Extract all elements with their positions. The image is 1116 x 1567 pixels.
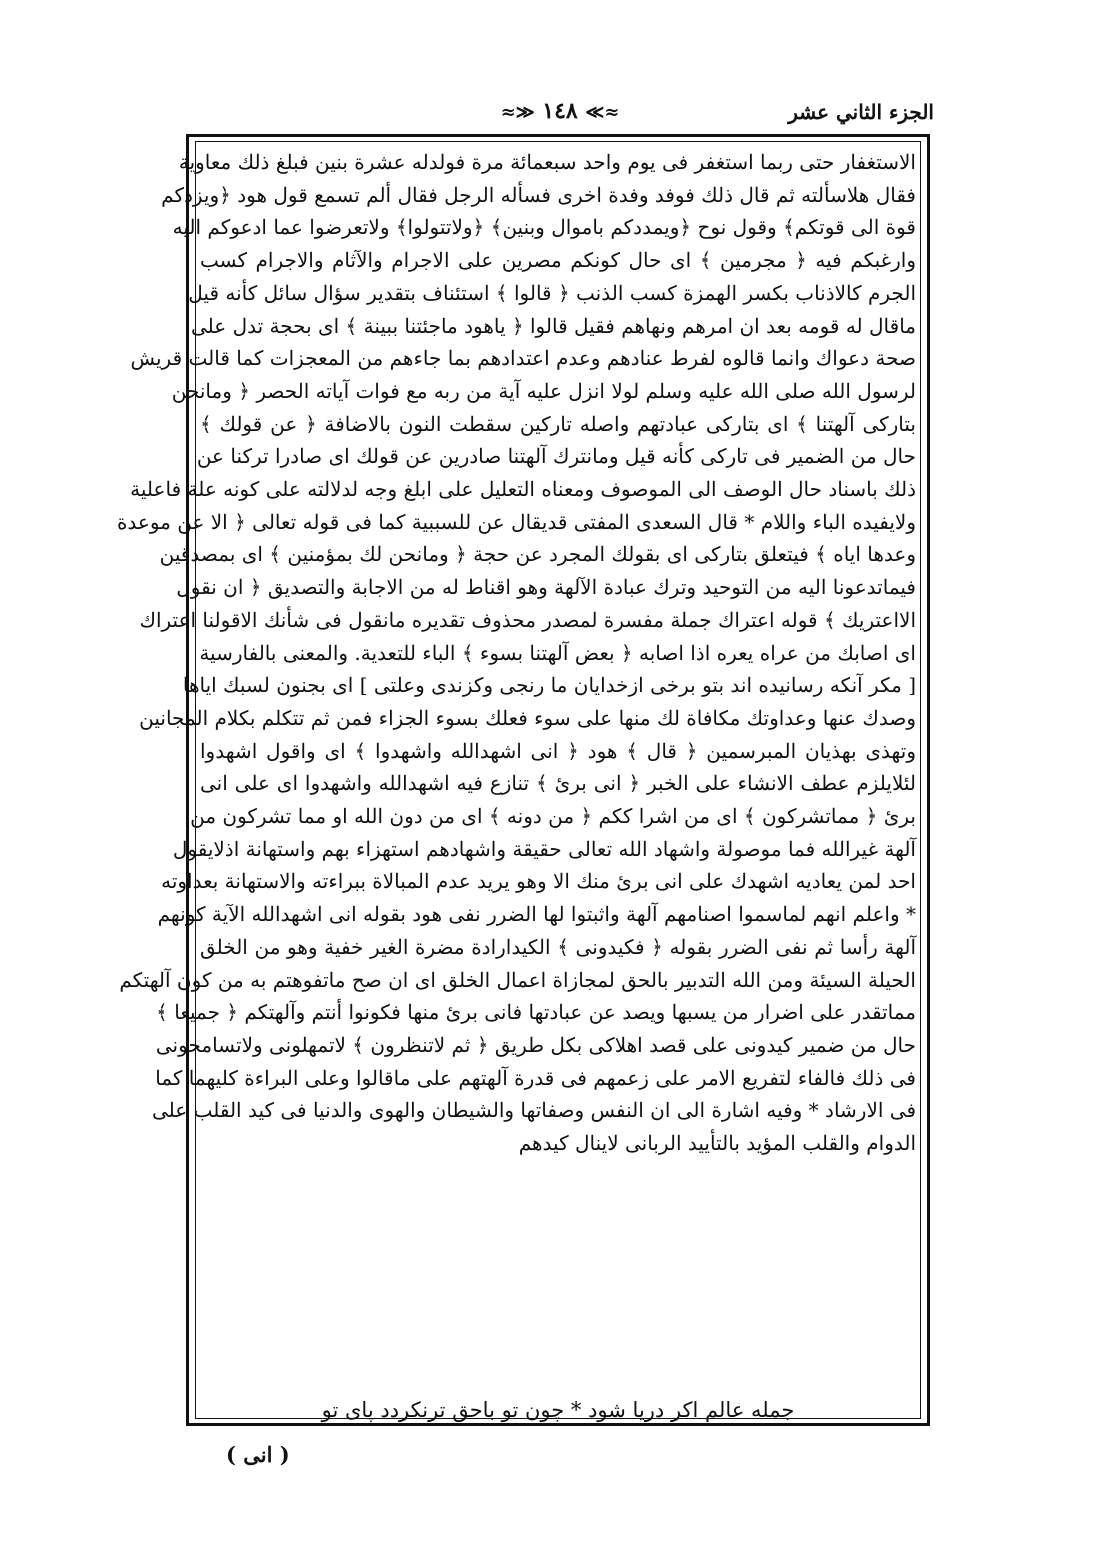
text-line: الااعتريك ﴾ قوله اعتراك جملة مفسرة لمصدر محذوف تقديره مانقول فى شأنك الاقولنا اعتراك	[139, 607, 916, 632]
catchword: ( انى )	[226, 1442, 290, 1467]
text-line: حال من الضمير فى تاركى كأنه قيل ومانترك آلهتنا صادرين عن قولك اى صادرا تركنا عن	[196, 444, 916, 469]
ornament-right-icon: ≪≈	[585, 102, 620, 123]
page-header	[186, 98, 934, 138]
text-line: فيماتدعونا اليه من التوحيد وترك عبادة الآلهة وهو اقناط له من الاجابة والتصديق ﴿ ان نقول	[176, 575, 916, 600]
text-line: [ مكر آنكه رسانيده اند بتو برخى ازخدايان ما رنجى وكزندى وعلتى ] اى بجنون لسبك اياها	[182, 673, 916, 698]
text-line: بتاركى آلهتنا ﴾ اى بتاركى عبادتهم واصله تاركين سقطت النون بالاضافة ﴿ عن قولك ﴾	[200, 411, 916, 436]
text-line: صحة دعواك وانما قالوه لفرط عنادهم وعدم اعتدادهم بما جاءهم من المعجزات كما قالت قريش	[130, 346, 916, 371]
text-line: الاستغفار حتى ربما استغفر فى يوم واحد سبعمائة مرة فولدله عشرة بنين فبلغ ذلك معاوية	[178, 150, 916, 174]
text-line: مماتقدر على اضرار من يسبها ويصد عن عبادتها فانى برئ منها فكونوا أنتم وآلهتكم ﴿ جميعا ﴾	[156, 1000, 916, 1025]
text-line: فى ذلك فالفاء لتفريع الامر على زعمهم فى قدرة آلهتهم على ماقالوا وعلى البراءة كليهما كما	[155, 1065, 916, 1090]
text-line: فى الارشاد * وفيه اشارة الى ان النفس وصفاتها والشيطان والهوى والدنيا فى كيد القلب على	[151, 1098, 916, 1123]
body-text	[116, 146, 917, 1160]
ornament-left-icon: ≈≫	[500, 102, 535, 123]
text-line: برئ ﴿ مماتشركون ﴾ اى من اشرا ككم ﴿ من دونه ﴾ اى من دون الله او مما تشركون من	[190, 804, 916, 829]
poem-verse: جمله عالم اكر دريا شود * چون تو باحق ترنكردد پاى تو	[321, 1398, 795, 1422]
juz-title: الجزء الثاني عشر	[788, 100, 934, 124]
text-line: وتهذى بهذيان المبرسمين ﴿ قال ﴾ هود ﴿ انى اشهدالله واشهدوا ﴾ اى واقول اشهدوا	[200, 738, 916, 763]
text-line: ماقال له قومه بعد ان امرهم ونهاهم فقيل قالوا ﴿ ياهود ماجئتنا ببينة ﴾ اى بحجة تدل على	[190, 313, 916, 338]
text-line: آلهة رأسا ثم نفى الضرر بقوله ﴿ فكيدونى ﴾ الكيدارادة مضرة الغير خفية وهو من الخلق	[200, 934, 916, 959]
text-line: فقال هلاسألته ثم قال ذلك فوفد وفدة اخرى فسأله الرجل فقال ألم تسمع قول هود ﴿ويزدكم	[161, 182, 916, 207]
page-number-block	[501, 98, 620, 124]
text-line: وارغبكم فيه ﴿ مجرمين ﴾ اى حال كونكم مصرين على الاجرام والآثام والاجرام كسب	[200, 248, 916, 273]
text-line: وعدها اياه ﴾ فيتعلق بتاركى اى بقولك المجرد عن حجة ﴿ ومانحن لك بمؤمنين ﴾ اى بمصدقين	[159, 542, 916, 567]
text-line: قوة الى قوتكم﴾ وقول نوح ﴿ويمددكم باموال وبنين﴾ ﴿ولاتتولوا﴾ ولاتعرضوا عما ادعوكم اليه	[172, 215, 916, 240]
text-line: لرسول الله صلى الله عليه وسلم لولا انزل عليه آية من ربه مع فوات آياته الحصر ﴿ ومانحن	[171, 378, 916, 403]
text-line: احد لمن يعاديه اشهدك على انى برئ منك الا وهو يريد عدم المبالاة ببراءته والاستهانة بعداوته	[161, 869, 916, 894]
text-line: آلهة غيرالله فما موصولة واشهاد الله تعالى حقيقة واشهادهم استهزاء بهم واستهانة اذلايقول	[172, 836, 916, 861]
text-line: الجرم كالاذناب بكسر الهمزة كسب الذنب ﴿ قالوا ﴾ استئناف بتقدير سؤال سائل كأنه قيل	[188, 280, 916, 305]
text-line: لئلايلزم عطف الانشاء على الخبر ﴿ انى برئ ﴾ تنازع فيه اشهدالله واشهدوا اى على انى	[200, 771, 917, 796]
text-line: الدوام والقلب المؤيد بالتأييد الربانى لاينال كيدهم	[518, 1131, 916, 1156]
text-line: ولايفيده الباء واللام * قال السعدى المفتى قديقال عن للسببية كما فى قوله تعالى ﴿ الا عن موعدة	[116, 509, 916, 534]
text-line: الحيلة السيئة ومن الله التدبير بالحق لمجازاة اعمال الخلق اى ان صح ماتفوهتم به من كون آلهتكم	[119, 967, 916, 992]
text-line: وصدك عنها وعداوتك مكافاة لك منها على سوء فعلك بسوء الجزاء فمن ثم تتكلم بكلام المجانين	[139, 705, 916, 730]
page-number: ١٤٨	[542, 98, 578, 124]
text-line: حال من ضمير كيدونى على قصد اهلاكى بكل طريق ﴿ ثم لاتنظرون ﴾ لاتمهلونى ولاتسامحونى	[155, 1032, 916, 1057]
text-line: ذلك باسناد حال الوصف الى الموصوف ومعناه التعليل على ابلغ وجه لدلالته على كونه علة فاعلية	[130, 477, 916, 502]
text-line: اى اصابك من عراه يعره اذا اصابه ﴿ بعض آلهتنا بسوء ﴾ الباء للتعدية. والمعنى بالفارسية	[199, 640, 916, 665]
text-line: * واعلم انهم لماسموا اصنامهم آلهة واثبتوا لها الضرر نفى هود بقوله انى اشهدالله الآية كونهم	[157, 902, 916, 927]
